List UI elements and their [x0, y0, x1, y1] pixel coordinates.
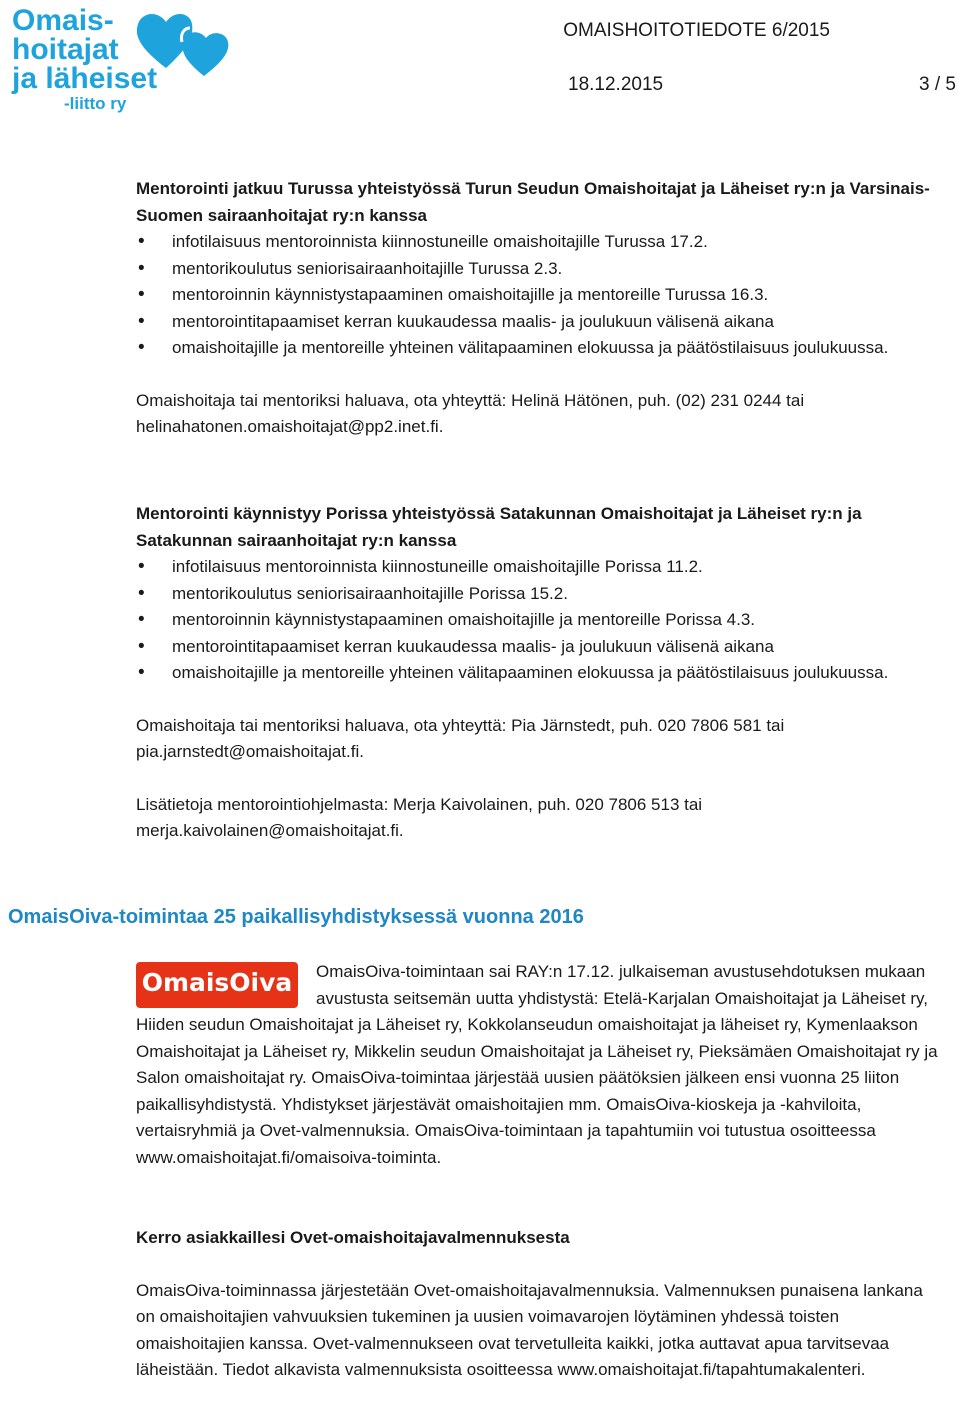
list-item: • mentorikoulutus seniorisairaanhoitajille Turussa 2.3.: [136, 256, 946, 283]
omaisoiva-logo-text: OmaisOiva: [141, 968, 293, 997]
turku-contact: Omaishoitaja tai mentoriksi haluava, ota yhteyttä: Helinä Hätönen, puh. (02) 231 0244 tai helinahatonen.omaishoitajat@pp2.inet.fi.: [136, 390, 805, 436]
omaisoiva-body-block: [136, 959, 952, 1171]
pori-list: [136, 554, 946, 687]
omaisoiva-body: OmaisOiva-toimintaan sai RAY:n 17.12. julkaiseman avustusehdotuksen mukaan avustusta seitsemän uutta yhdistystä: Etelä-Karjalan Omaishoitajat ja Läheiset ry, Hiiden seudun Omaishoitajat ja Läheiset ry, Kokkolanseudun omaishoitajat ja läheiset ry, Kymenlaakson Omaishoitajat ja Läheiset ry, Mikkelin seudun Omaishoitajat ja Läheiset ry, Pieksämäen Omaishoitajat ry ja Salon omaishoitajat ry. OmaisOiva-toimintaa järjestää uusien päätöksien jälkeen ensi vuonna 25 liiton paikallisyhdistystä. Yhdistykset järjestävät omaishoitajien mm. OmaisOiva-kioskeja ja -kahviloita, vertaisryhmiä ja Ovet-valmennuksia. OmaisOiva-toimintaan ja tapahtumiin voi tutustua osoitteessa www.omaishoitajat.fi/omaisoiva-toiminta.: [136, 962, 938, 1167]
list-item: • mentoroinnin käynnistystapaaminen omaishoitajille ja mentoreille Turussa 16.3.: [136, 282, 946, 309]
pori-contact: Omaishoitaja tai mentoriksi haluava, ota yhteyttä: Pia Järnstedt, puh. 020 7806 581 tai pia.jarnstedt@omaishoitajat.fi.: [136, 715, 785, 761]
pori-section: [136, 501, 946, 845]
turku-list: [136, 229, 946, 362]
logo-line-4: -liitto ry: [64, 94, 127, 113]
list-item: • infotilaisuus mentoroinnista kiinnostuneille omaishoitajille Porissa 11.2.: [136, 554, 946, 581]
program-info: Lisätietoja mentorointiohjelmasta: Merja Kaivolainen, puh. 020 7806 513 tai merja.kaivolainen@omaishoitajat.fi.: [136, 794, 703, 840]
organization-logo: [12, 6, 222, 132]
list-item: • mentorikoulutus seniorisairaanhoitajille Porissa 15.2.: [136, 581, 946, 608]
pori-heading: Mentorointi käynnistyy Porissa yhteistyössä Satakunnan Omaishoitajat ja Läheiset ry:n ja Satakunnan sairaanhoitajat ry:n kanssa: [136, 504, 862, 550]
omaisoiva-title: OmaisOiva-toimintaa 25 paikallisyhdistyksessä vuonna 2016: [8, 906, 584, 928]
logo-line-3: ja läheiset: [12, 62, 158, 95]
logo-line-1: Omais-: [12, 4, 114, 37]
turku-heading: Mentorointi jatkuu Turussa yhteistyössä Turun Seudun Omaishoitajat ja Läheiset ry:n ja Varsinais-Suomen sairaanhoitajat ry:n kanssa: [136, 179, 930, 225]
list-item: • omaishoitajille ja mentoreille yhteinen välitapaaminen elokuussa ja päätöstilaisuus joulukuussa.: [136, 660, 946, 687]
page-number: 3 / 5: [919, 74, 956, 95]
list-item: • mentorointitapaamiset kerran kuukaudessa maalis- ja joulukuun välisenä aikana: [136, 309, 946, 336]
logo-line-2: hoitajat: [12, 33, 119, 66]
newsletter-title: OMAISHOITOTIEDOTE 6/2015: [563, 20, 830, 41]
list-item: • mentoroinnin käynnistystapaaminen omaishoitajille ja mentoreille Porissa 4.3.: [136, 607, 946, 634]
ovet-heading: Kerro asiakkaillesi Ovet-omaishoitajavalmennuksesta: [136, 1228, 570, 1247]
list-item: • mentorointitapaamiset kerran kuukaudessa maalis- ja joulukuun välisenä aikana: [136, 634, 946, 661]
hearts-icon: [130, 6, 234, 78]
ovet-section: [136, 1225, 946, 1384]
list-item: • omaishoitajille ja mentoreille yhteinen välitapaaminen elokuussa ja päätöstilaisuus joulukuussa.: [136, 335, 946, 362]
newsletter-date: 18.12.2015: [568, 74, 664, 95]
turku-section: [136, 176, 946, 441]
list-item: • infotilaisuus mentoroinnista kiinnostuneille omaishoitajille Turussa 17.2.: [136, 229, 946, 256]
ovet-body: OmaisOiva-toiminnassa järjestetään Ovet-omaishoitajavalmennuksia. Valmennuksen punaisena lankana on omaishoitajien vahvuuksien tukeminen ja uusien voimavarojen löytäminen yhdessä toisten omaishoitajien kanssa. Ovet-valmennukseen ovat tervetulleita kaikki, jotka auttavat apua tarvitsevaa läheistään. Tiedot alkavista valmennuksista osoitteessa www.omaishoitajat.fi/tapahtumakalenteri.: [136, 1280, 923, 1379]
